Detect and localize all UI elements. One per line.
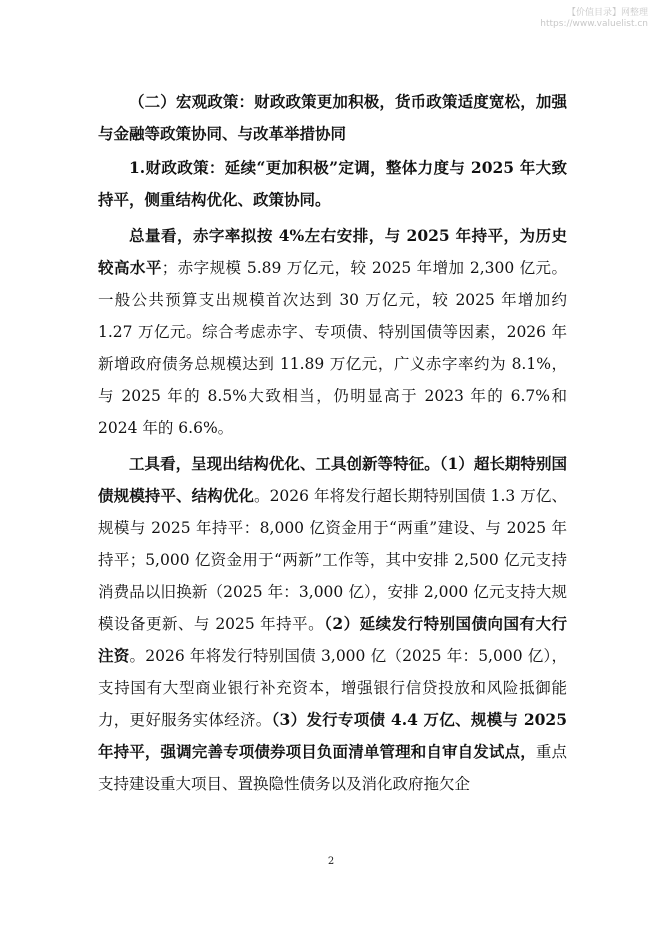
subsection-heading: 1.财政政策：延续“更加积极”定调，整体力度与 2025 年大致持平，侧重结构优化、政策协同。 — [98, 158, 567, 209]
watermark-url: https://www.valuelist.cn — [540, 19, 648, 29]
paragraph-tools-point-2: （2）延续发行特别国债向国有大行注资 — [98, 614, 567, 665]
paragraph-tools-point-3: （3）发行专项债 4.4 万亿、规模与 2025 年持平，强调完善专项债券项目负面清单管理和自审自发试点， — [98, 710, 567, 761]
paragraph-total-body: ；赤字规模 5.89 万亿元，较 2025 年增加 2,300 亿元。一般公共预算支出规模首次达到 30 万亿元，较 2025 年增加约 1.27 万亿元。综合考虑赤字、专项债、特别国债等因素，2026 年新增政府债务总规模达到 11.89 万亿元，广义赤字率约为 8.1%，与 2025 年的 8.5%大致相当，仍明显高于 2023 年的 6.7%和 2024 年的 6.6%。 — [98, 259, 567, 437]
paragraph-tools-body-2: 。2026 年将发行特别国债 3,000 亿（2025 年：5,000 亿），支持国有大型商业银行补充资本，增强银行信贷投放和风险抵御能力，更好服务实体经济。 — [98, 647, 567, 729]
page-number: 2 — [327, 856, 335, 867]
paragraph-tools-lead: 工具看，呈现出结构优化、工具创新等特征。（1）超长期特别国债规模持平、结构优化 — [98, 454, 567, 505]
document-body — [98, 86, 567, 804]
watermark — [388, 8, 648, 30]
paragraph-tools-body-1: 。2026 年将发行超长期特别国债 1.3 万亿、规模与 2025 年持平：8,000 亿资金用于“两重”建设、与 2025 年持平；5,000 亿资金用于“两新”工作等，其中安排 2,500 亿元支持消费品以旧换新（2025 年：3,000 亿），安排 2,000 亿元支持大规模设备更新、与 2025 年持平。 — [98, 487, 567, 633]
paragraph-tools-body-3: 重点支持建设重大项目、置换隐性债务以及消化政府拖欠企 — [98, 743, 567, 793]
watermark-title: 【价值目录】网整理 — [566, 8, 648, 18]
paragraph-tools — [98, 448, 567, 800]
section-heading: （二）宏观政策：财政政策更加积极，货币政策适度宽松，加强与金融等政策协同、与改革举措协同 — [98, 92, 567, 143]
paragraph-total — [98, 220, 567, 444]
paragraph-total-lead: 总量看，赤字率拟按 4%左右安排，与 2025 年持平，为历史较高水平 — [98, 226, 567, 277]
